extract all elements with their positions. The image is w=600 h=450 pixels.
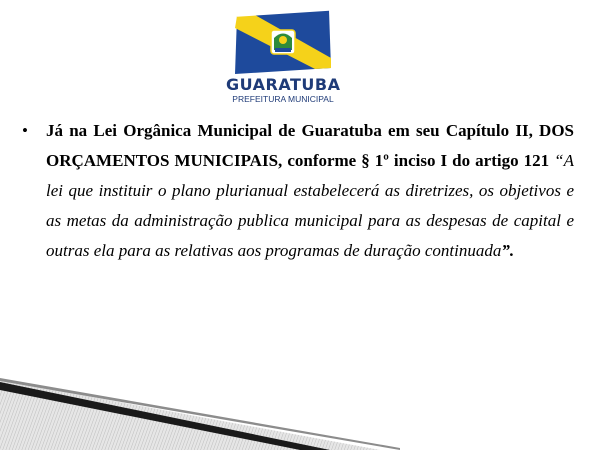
bullet-marker: • <box>22 121 28 140</box>
bullet-item <box>22 116 574 266</box>
slide-decoration <box>0 360 600 450</box>
municipal-flag-icon <box>231 10 335 80</box>
law-reference-text: Já na Lei Orgânica Municipal de Guaratuba em seu Capítulo II, DOS ORÇAMENTOS MUNICIPAIS, conforme § 1º inciso I do artigo 121 <box>46 121 574 170</box>
logo-name: GUARATUBA <box>226 75 341 94</box>
law-quote-end: ”. <box>501 241 515 260</box>
law-quote-text: “A lei que instituir o plano plurianual estabelecerá as diretrizes, os objetivos e as metas da administração publica municipal para as despesas de capital e outras ela para as relativas aos programas de duração continuada <box>46 151 574 260</box>
guaratuba-logo <box>226 10 340 102</box>
logo-subtitle: PREFEITURA MUNICIPAL <box>232 94 334 104</box>
bullet-paragraph <box>46 116 574 266</box>
